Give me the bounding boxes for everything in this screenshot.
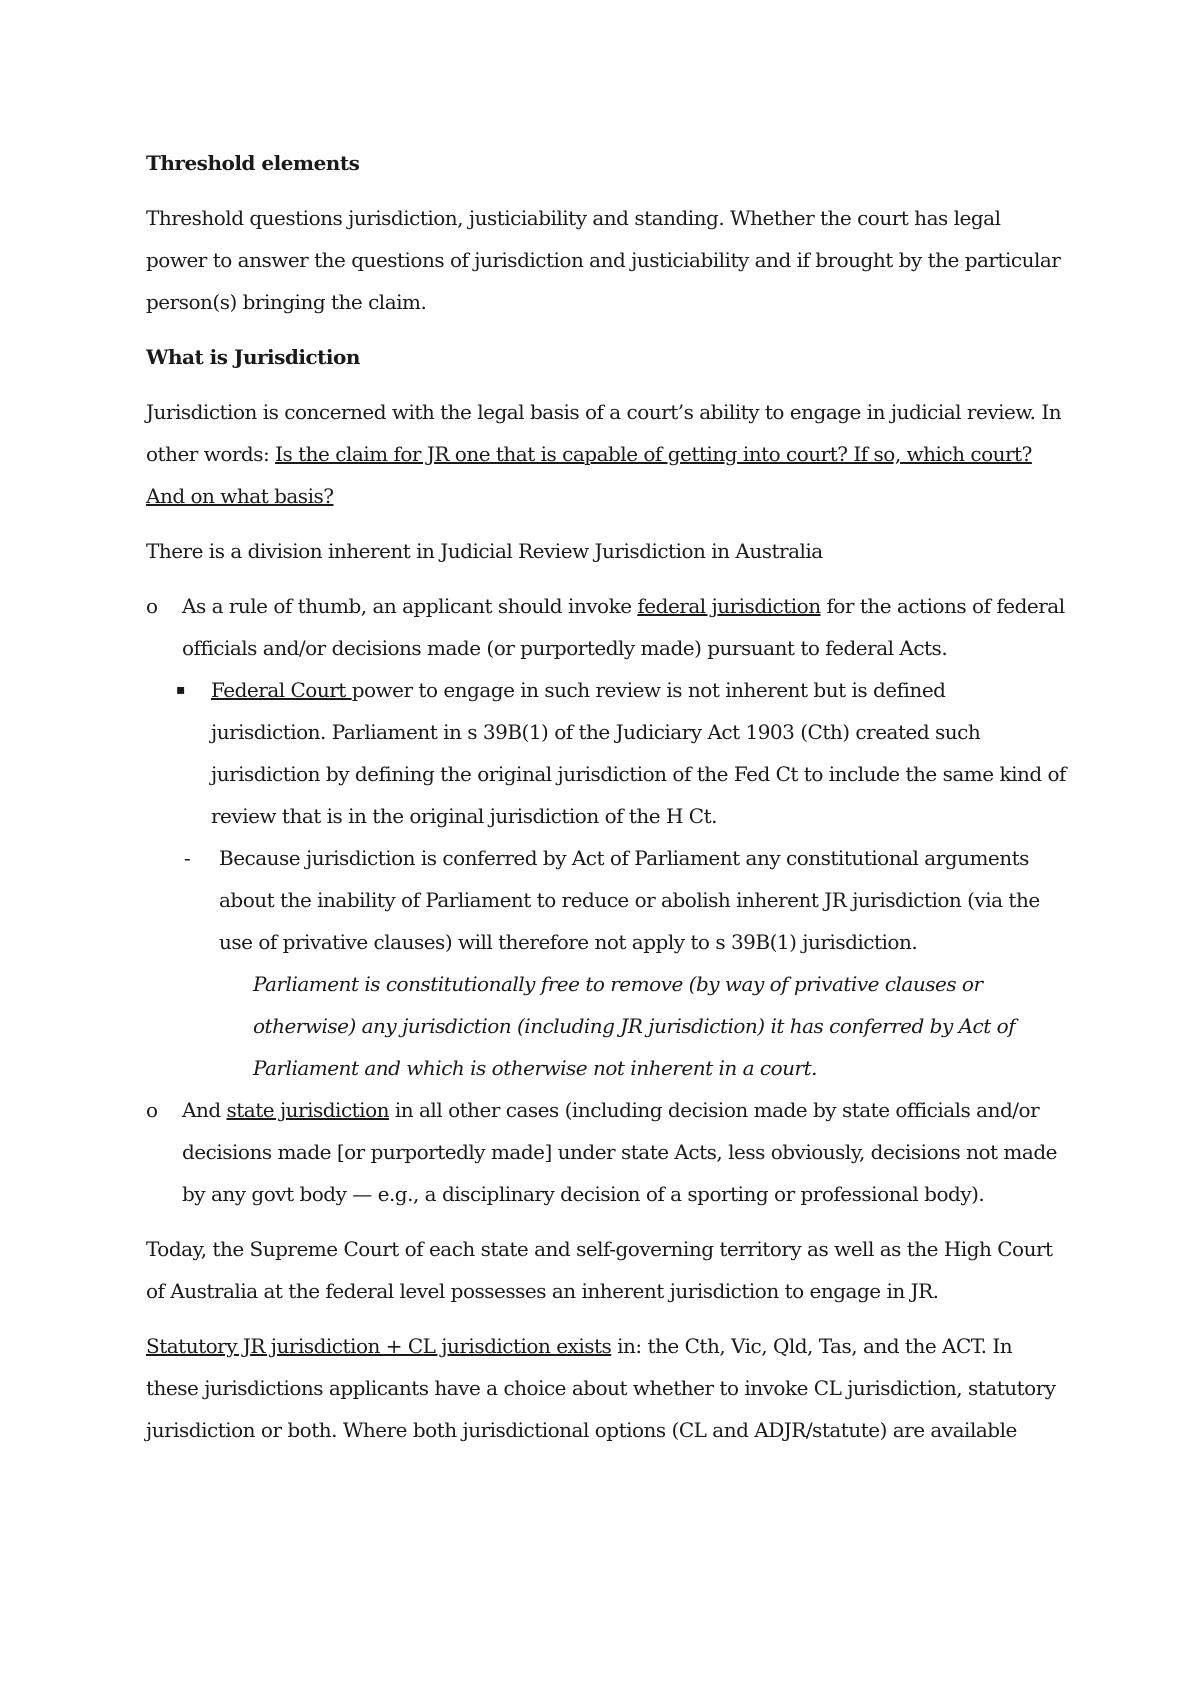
paragraph-jurisdiction-definition <box>146 391 1066 517</box>
dash-text: Because jurisdiction is conferred by Act of Parliament any constitutional arguments about the inability of Parliament to reduce or abolish inherent JR jurisdiction (via the use of privative clauses) will therefore not apply to s 39B(1) jurisdiction. <box>219 846 1040 954</box>
state-jurisdiction-underlined: state jurisdiction <box>226 1098 389 1122</box>
bullet-marker: o <box>146 594 158 618</box>
bullet-text-post: for the actions of federal officials and/or decisions made (or purportedly made) pursuant to federal Acts. <box>182 594 1065 660</box>
statutory-jr-underlined: Statutory JR jurisdiction + CL jurisdiction exists <box>146 1334 612 1358</box>
square-bullet-marker: ▪ <box>176 682 185 698</box>
paragraph-threshold-questions: Threshold questions jurisdiction, justiciability and standing. Whether the court has legal power to answer the questions of jurisdiction and justiciability and if brought by the particular person(s) bringing the claim. <box>146 206 1061 314</box>
subbullet-text: power to engage in such review is not inherent but is defined jurisdiction. Parliament in s 39B(1) of the Judiciary Act 1903 (Cth) created such jurisdiction by defining the original jurisdiction of the Fed Ct to include the same kind of review that is in the original jurisdiction of the H Ct. <box>211 678 1066 828</box>
bullet-federal-jurisdiction <box>146 585 1066 669</box>
jurisdiction-question-underlined: Is the claim for JR one that is capable of getting into court? If so, which court? And on what basis? <box>146 442 1032 508</box>
bullet-text-pre: And <box>182 1098 227 1122</box>
bullet-marker: o <box>146 1098 158 1122</box>
paragraph-statutory-jr <box>146 1325 1066 1451</box>
heading-threshold-elements: Threshold elements <box>146 151 360 175</box>
italic-note-parliament: Parliament is constitutionally free to remove (by way of privative clauses or otherwise) any jurisdiction (including JR jurisdiction) it has conferred by Act of Parliament and which is otherwise not inherent in a court. <box>253 972 1016 1080</box>
document-page <box>146 142 1066 1464</box>
bullet-state-jurisdiction <box>146 1089 1066 1215</box>
heading-what-is-jurisdiction: What is Jurisdiction <box>146 345 360 369</box>
jurisdiction-definition-text: Jurisdiction is concerned with the legal basis of a court’s ability to engage in judicial review. In other words: <box>146 400 1062 466</box>
paragraph-supreme-court: Today, the Supreme Court of each state and self-governing territory as well as the High Court of Australia at the federal level possesses an inherent jurisdiction to engage in JR. <box>146 1237 1053 1303</box>
federal-jurisdiction-underlined: federal jurisdiction <box>637 594 821 618</box>
dash-marker: - <box>184 846 191 870</box>
statutory-jr-text: in: the Cth, Vic, Qld, Tas, and the ACT. In these jurisdictions applicants have a choice about whether to invoke CL jurisdiction, statutory jurisdiction or both. Where both jurisdictional options (CL and ADJR/statute) are available <box>146 1334 1056 1442</box>
bullet-text-post: in all other cases (including decision made by state officials and/or decisions made [or purportedly made] under state Acts, less obviously, decisions not made by any govt body — e.g., a disciplinary decision of a sporting or professional body). <box>182 1098 1057 1206</box>
federal-court-underlined: Federal Court <box>211 678 352 702</box>
paragraph-division-inherent: There is a division inherent in Judicial Review Jurisdiction in Australia <box>146 539 823 563</box>
bullet-text-pre: As a rule of thumb, an applicant should invoke <box>182 594 638 618</box>
dash-item-constitutional-arguments <box>146 837 1066 963</box>
subbullet-federal-court <box>146 669 1066 837</box>
